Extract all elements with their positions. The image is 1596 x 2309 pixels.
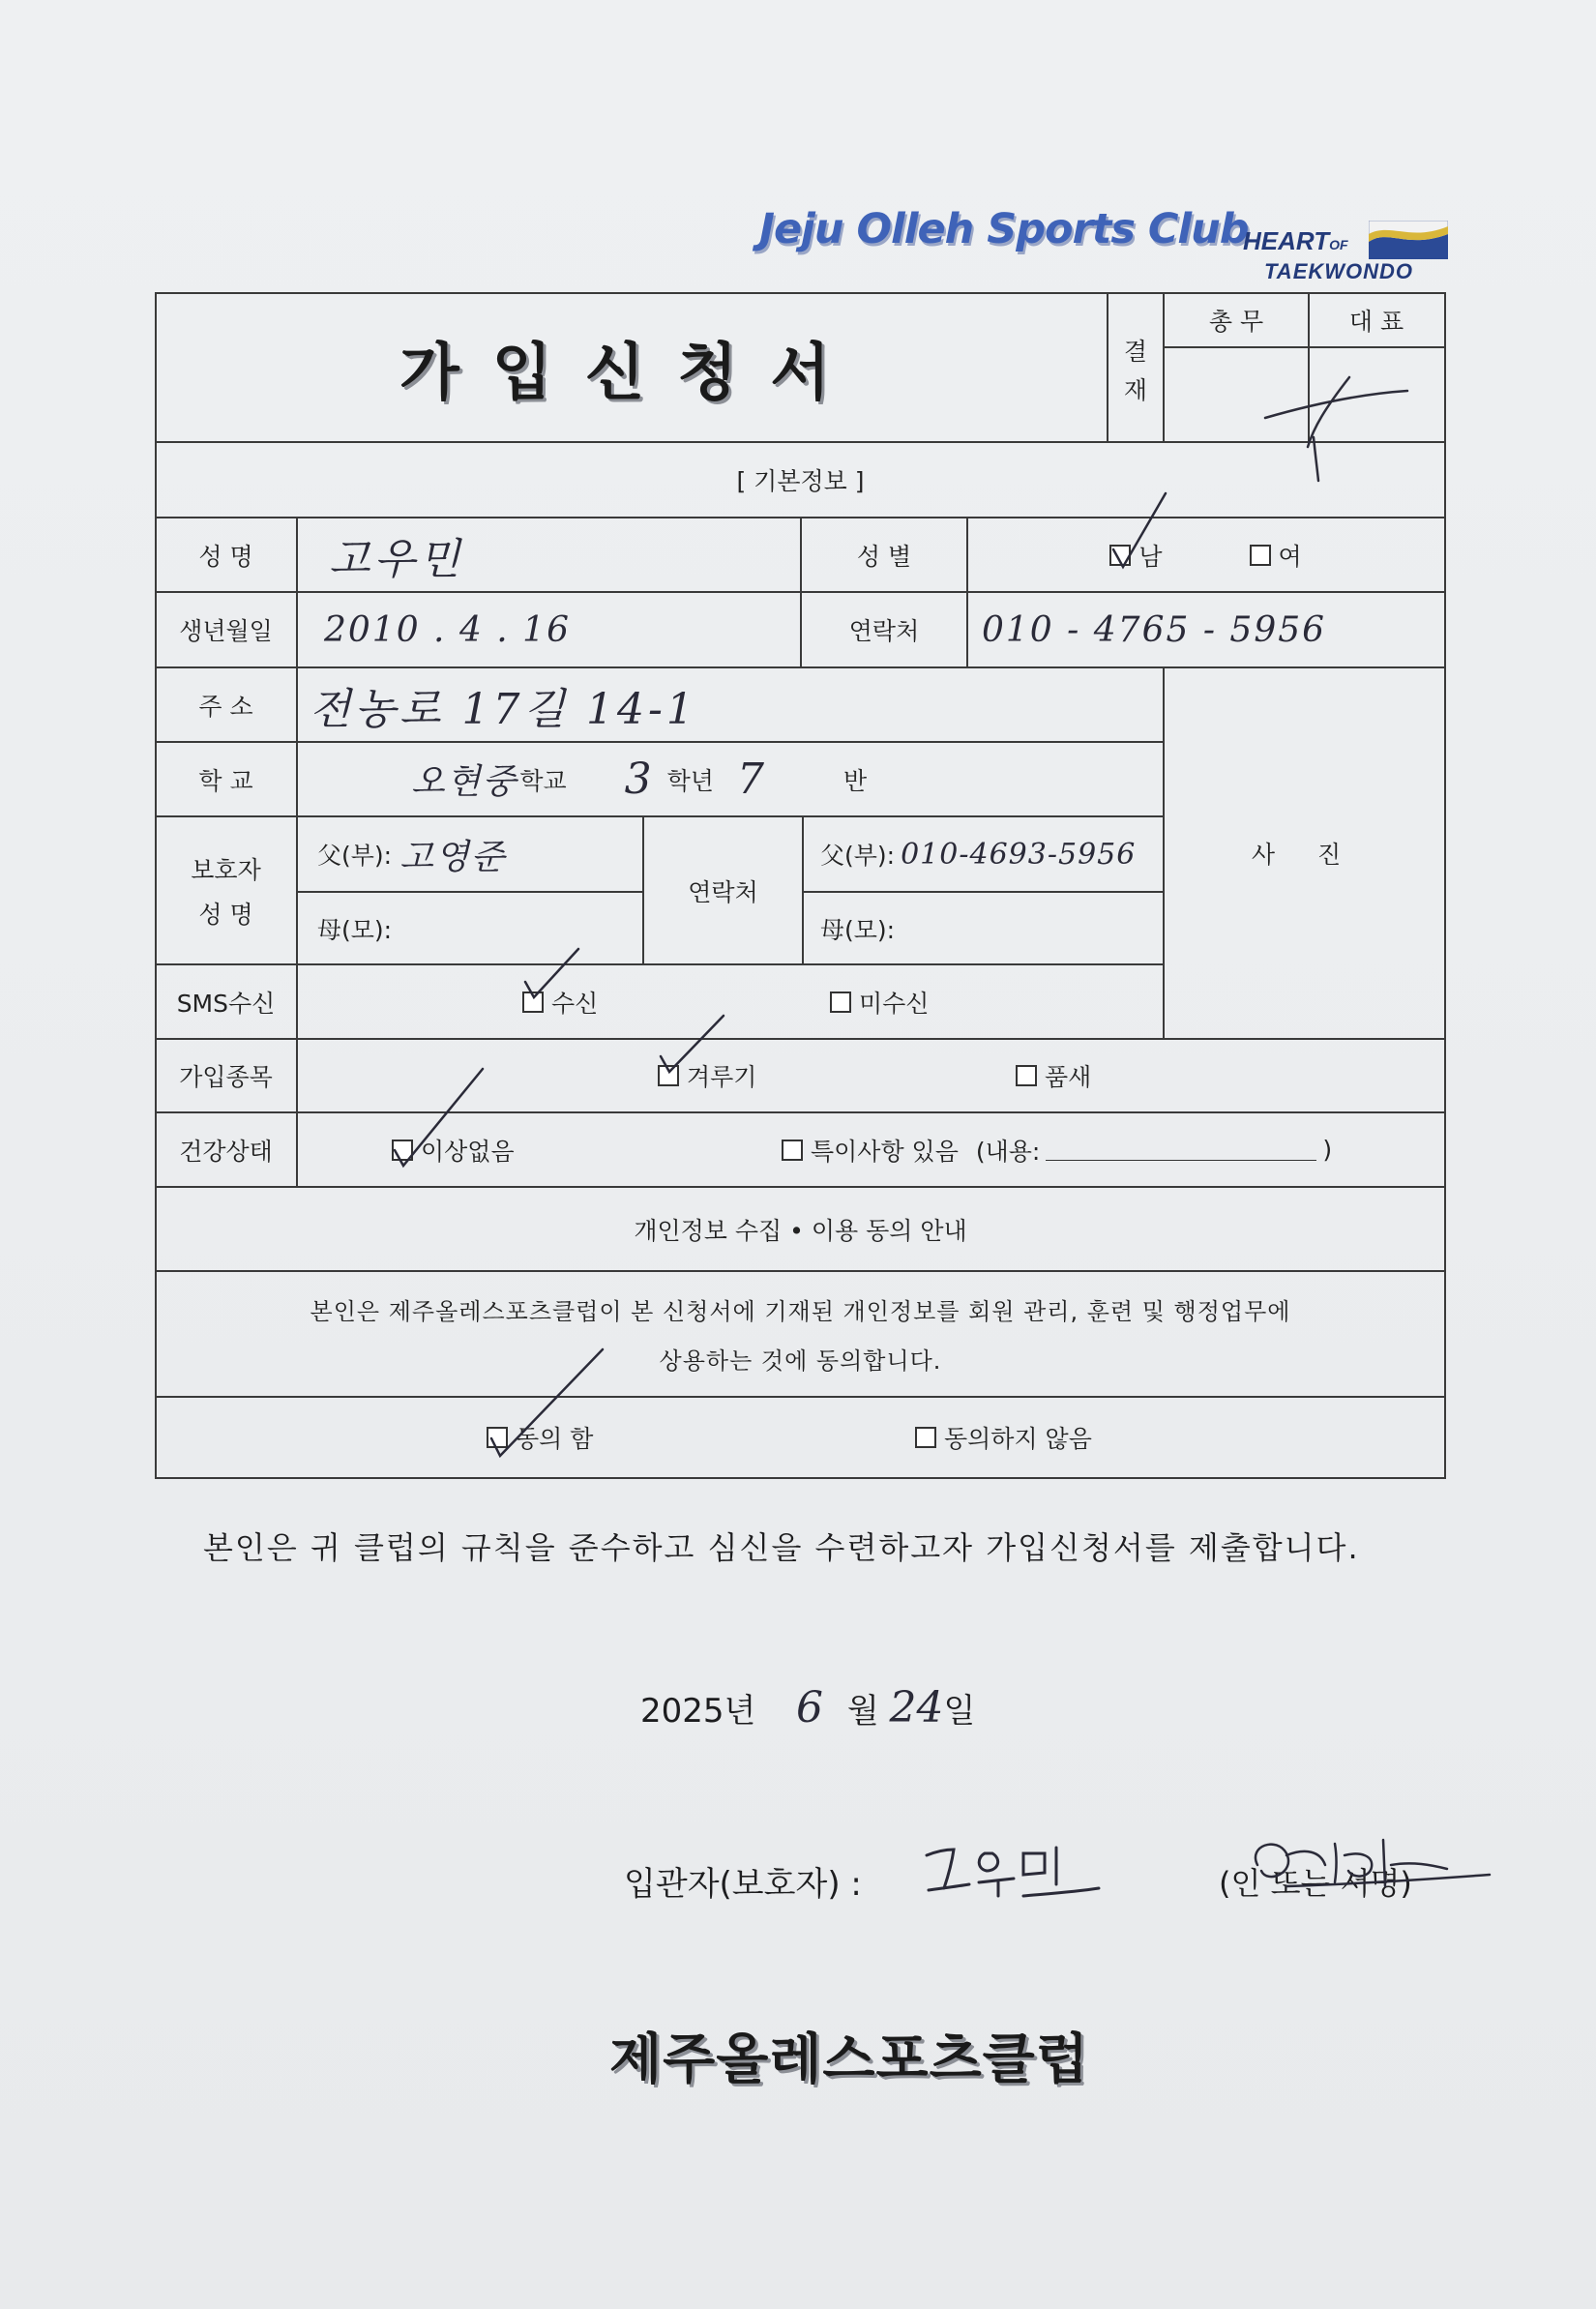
gender-options xyxy=(967,518,1444,592)
father-name-field: 父(부): 고영준 xyxy=(317,816,636,892)
school-fields xyxy=(411,742,1146,816)
event-poomsae-option[interactable]: 품새 xyxy=(1016,1039,1306,1112)
seal-or-signature-label: (인 또는 서명) xyxy=(1219,1865,1412,1902)
name-value[interactable]: 고우민 xyxy=(329,534,464,584)
club-name-footer: 제주올레스포츠클럽 xyxy=(609,2028,1089,2091)
gender-male-checkmark-icon xyxy=(1106,486,1202,582)
basic-info-header: [ 기본정보 ] xyxy=(736,467,865,495)
grade-value[interactable]: 3 xyxy=(624,755,656,804)
event-sparring-checkmark-icon xyxy=(656,1010,753,1107)
mother-phone-field[interactable]: 母(모): xyxy=(820,915,896,944)
school-label: 학 교 xyxy=(198,766,253,795)
father-phone-field: 父(부): 010-4693-5956 xyxy=(820,837,1137,872)
logo-wave-flag-icon xyxy=(1369,221,1448,259)
approval-label-1: 결 xyxy=(1123,338,1148,366)
photo-placeholder: 사 진 xyxy=(1251,841,1359,869)
contact-label: 연락처 xyxy=(848,617,920,645)
address-value[interactable]: 전농로 17길 14-1 xyxy=(310,684,697,734)
approval-col-representative: 대 표 xyxy=(1348,307,1404,336)
day-value[interactable]: 24 xyxy=(889,1683,944,1732)
gender-label: 성 별 xyxy=(856,542,912,571)
sms-yes-option[interactable]: 수신 xyxy=(522,964,813,1039)
checkbox-icon[interactable] xyxy=(1016,1065,1037,1086)
declaration-text: 본인은 귀 클럽의 규칙을 준수하고 심신을 수련하고자 가입신청서를 제출합니다. xyxy=(203,1529,1360,1566)
application-date: 2025년 6 월 24일 xyxy=(640,1683,976,1732)
birth-label: 생년월일 xyxy=(179,617,273,645)
health-label: 건강상태 xyxy=(179,1137,273,1166)
checkbox-icon[interactable] xyxy=(830,992,851,1013)
school-suffix: 학교 xyxy=(519,766,567,795)
guardian-contact-label: 연락처 xyxy=(688,877,758,906)
approval-col-manager: 총 무 xyxy=(1208,307,1264,336)
applicant-signature-name[interactable] xyxy=(909,1828,1112,1906)
privacy-title: 개인정보 수집 • 이용 동의 안내 xyxy=(634,1216,967,1245)
form-title: 가입신청서 xyxy=(399,337,864,409)
checkbox-icon[interactable] xyxy=(1250,545,1271,566)
approval-label-2: 재 xyxy=(1123,376,1148,404)
event-sparring-option[interactable]: 겨루기 xyxy=(658,1039,948,1112)
logo-heart-text: HEARTOF xyxy=(1243,226,1348,255)
checkbox-icon[interactable] xyxy=(915,1427,936,1448)
applicant-label: 입관자(보호자) : xyxy=(624,1865,862,1904)
class-value[interactable]: 7 xyxy=(736,755,768,804)
club-logo xyxy=(759,205,1456,292)
contact-value[interactable]: 010 - 4765 - 5956 xyxy=(982,609,1327,650)
logo-club-name: Jeju Olleh Sports Club xyxy=(759,205,1249,253)
father-phone-value[interactable]: 010-4693-5956 xyxy=(901,837,1137,872)
gender-female-option[interactable]: 여 xyxy=(1250,538,1302,573)
school-name-value[interactable]: 오현중 xyxy=(411,762,518,802)
month-value[interactable]: 6 xyxy=(796,1683,824,1732)
health-ok-option[interactable]: 이상없음 xyxy=(392,1112,682,1187)
health-ok-checkmark-icon xyxy=(390,1061,506,1177)
privacy-text: 본인은 제주올레스포츠클럽이 본 신청서에 기재된 개인정보를 회원 관리, 훈련 및 행정업무에 상용하는 것에 동의합니다. xyxy=(310,1298,1291,1375)
application-form-table xyxy=(155,292,1446,1480)
health-detail-input[interactable] xyxy=(1046,1139,1316,1161)
sms-label: SMS수신 xyxy=(176,989,276,1018)
consent-yes-option[interactable]: 동의 함 xyxy=(487,1397,777,1478)
grade-suffix: 학년 xyxy=(666,766,714,795)
logo-taekwondo-text: TAEKWONDO xyxy=(1264,259,1414,283)
birth-value[interactable]: 2010 . 4 . 16 xyxy=(324,609,571,650)
father-name-value[interactable]: 고영준 xyxy=(399,837,507,877)
sms-yes-checkmark-icon xyxy=(520,935,617,1032)
consent-yes-checkmark-icon xyxy=(487,1342,622,1467)
mother-name-field[interactable]: 母(모): xyxy=(317,915,393,944)
name-label: 성 명 xyxy=(198,542,253,571)
event-label: 가입종목 xyxy=(179,1063,273,1091)
consent-no-option[interactable]: 동의하지 않음 xyxy=(915,1397,1205,1478)
guardian-label: 보호자 성 명 xyxy=(191,855,261,929)
gender-male-option[interactable]: 남 xyxy=(1109,538,1162,573)
class-suffix: 반 xyxy=(842,766,868,795)
applicant-handwritten-signature[interactable] xyxy=(1228,1826,1499,1904)
sms-no-option[interactable]: 미수신 xyxy=(830,964,1120,1039)
address-label: 주 소 xyxy=(198,692,253,721)
checkbox-icon[interactable] xyxy=(782,1140,803,1161)
health-issue-option[interactable]: 특이사항 있음 (내용: ) xyxy=(782,1112,1439,1187)
